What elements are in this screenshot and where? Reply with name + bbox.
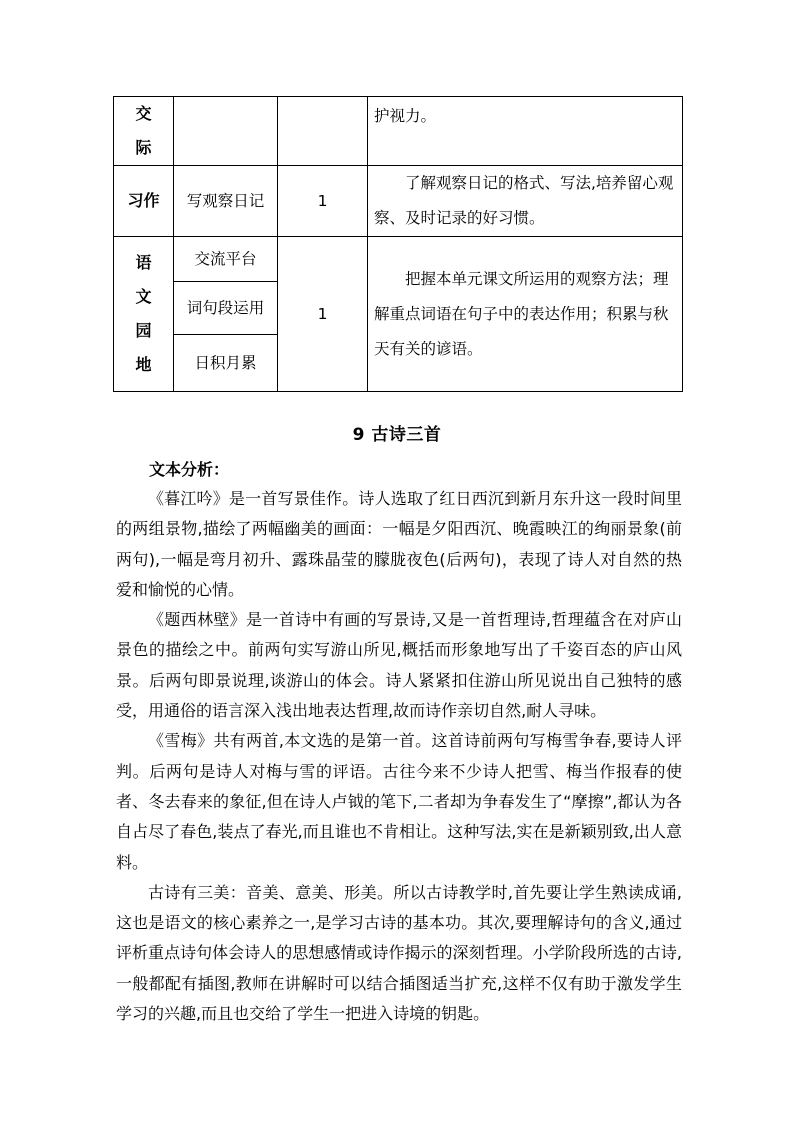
hours-cell: 1 — [278, 237, 368, 392]
goal-text: 了解观察日记的格式、写法,培养留心观察、及时记录的好习惯。 — [374, 174, 674, 227]
category-char: 地 — [135, 355, 152, 374]
goal-text: 护视力。 — [374, 107, 437, 125]
item-cell: 交流平台 — [174, 237, 278, 282]
item-cell: 日积月累 — [174, 335, 278, 392]
paragraph: 古诗有三美：音美、意美、形美。所以古诗教学时,首先要让学生熟读成诵,这也是语文的核心素养之一,是学习古诗的基本功。其次,要理解诗句的含义,通过评析重点诗句体会诗人的思想感情或诗作揭示的深刻哲理。小学阶段所选的古诗,一般都配有插图,教师在讲解时可以结合插图适当扩充,这样不仅有助于激发学生学习的兴趣,而且也交给了学生一把进入诗境的钥匙。 — [116, 882, 682, 1024]
text-analysis — [116, 484, 682, 1029]
paragraph: 《暮江吟》是一首写景佳作。诗人选取了红日西沉到新月东升这一段时间里的两组景物,描绘了两幅幽美的画面：一幅是夕阳西沉、晚霞映江的绚丽景象(前两句),一幅是弯月初升、露珠晶莹的朦胧夜色(后两句)，表现了诗人对自然的热爱和愉悦的心情。 — [116, 489, 682, 599]
item-cell: 写观察日记 — [174, 166, 278, 237]
category-char: 际 — [135, 138, 152, 157]
item-cell — [174, 97, 278, 166]
section-label: 文本分析： — [149, 460, 230, 479]
category-char: 园 — [135, 321, 152, 340]
paragraph: 《雪梅》共有两首,本文选的是第一首。这首诗前两句写梅雪争春,要诗人评判。后两句是诗人对梅与雪的评语。古往今来不少诗人把雪、梅当作报春的使者、冬去春来的象征,但在诗人卢钺的笔下,二者却为争春发生了“摩擦”,都认为各自占尽了春色,装点了春光,而且谁也不肯相让。这种写法,实在是新颖别致,出人意料。 — [116, 731, 682, 872]
paragraph: 《题西林壁》是一首诗中有画的写景诗,又是一首哲理诗,哲理蕴含在对庐山景色的描绘之中。前两句实写游山所见,概括而形象地写出了千姿百态的庐山风景。后两句即景说理,谈游山的体会。诗人紧紧扣住游山所见说出自己独特的感受，用通俗的语言深入浅出地表达哲理,故而诗作亲切自然,耐人寻味。 — [116, 610, 682, 721]
category-char: 语 — [135, 253, 152, 272]
hours-cell — [278, 97, 368, 166]
lesson-title: 9 古诗三首 — [352, 425, 442, 445]
goal-cell — [368, 97, 683, 166]
category-cell: 习作 — [114, 166, 174, 237]
goal-cell — [368, 166, 683, 237]
goal-text: 把握本单元课文所运用的观察方法；理解重点词语在句子中的表达作用；积累与秋天有关的谚语。 — [374, 269, 669, 358]
table-row — [114, 166, 683, 237]
item-cell: 词句段运用 — [174, 282, 278, 335]
table-row — [114, 237, 683, 282]
category-char: 文 — [135, 287, 152, 306]
goal-cell — [368, 237, 683, 392]
category-cell — [114, 237, 174, 392]
table-row — [114, 97, 683, 166]
unit-plan-table — [113, 96, 683, 392]
category-cell — [114, 97, 174, 166]
hours-cell: 1 — [278, 166, 368, 237]
category-char: 交 — [135, 104, 152, 123]
